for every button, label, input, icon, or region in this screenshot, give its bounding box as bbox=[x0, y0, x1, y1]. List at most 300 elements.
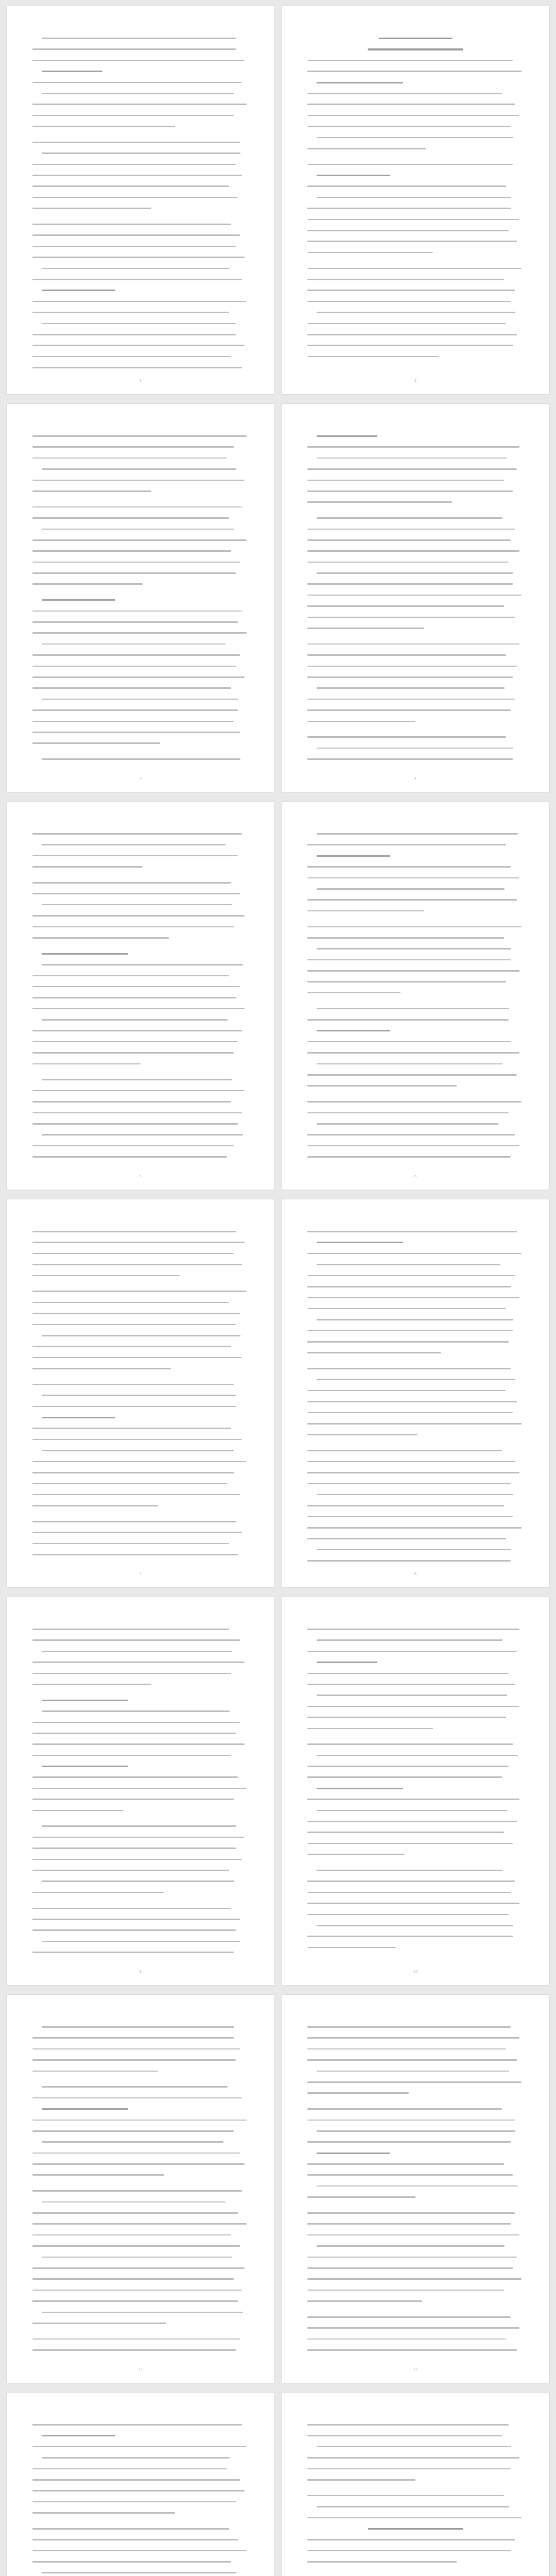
text-line bbox=[307, 2118, 524, 2123]
text-line bbox=[307, 1240, 524, 1245]
text-line bbox=[32, 2244, 249, 2248]
text-line bbox=[307, 310, 524, 315]
text-line bbox=[307, 173, 524, 178]
text-line bbox=[32, 2445, 249, 2449]
text-line bbox=[307, 1421, 524, 1426]
text-line bbox=[307, 719, 524, 724]
text-line bbox=[307, 2025, 524, 2029]
page-body bbox=[32, 1627, 249, 1959]
page-body bbox=[307, 1229, 524, 1562]
text-line bbox=[32, 1355, 249, 1360]
document-page bbox=[7, 2393, 274, 2576]
text-line bbox=[307, 865, 524, 869]
text-line bbox=[307, 434, 524, 438]
text-line bbox=[307, 1050, 524, 1055]
text-line bbox=[32, 1229, 249, 1234]
text-line bbox=[32, 1868, 249, 1873]
text-line bbox=[307, 2069, 524, 2074]
text-line bbox=[32, 2084, 249, 2089]
text-line bbox=[307, 1099, 524, 1104]
text-line bbox=[307, 2504, 524, 2509]
text-line bbox=[32, 1906, 249, 1911]
text-line bbox=[32, 299, 249, 304]
text-line bbox=[307, 854, 524, 858]
text-line bbox=[307, 321, 524, 326]
text-line bbox=[307, 1715, 524, 1720]
text-line bbox=[307, 549, 524, 553]
text-line bbox=[32, 653, 249, 657]
text-line bbox=[32, 288, 249, 293]
text-line bbox=[32, 1481, 249, 1486]
text-line bbox=[32, 1627, 249, 1632]
text-line bbox=[32, 244, 249, 249]
text-line bbox=[307, 445, 524, 449]
text-line bbox=[307, 1155, 524, 1159]
text-line bbox=[32, 1879, 249, 1884]
text-line bbox=[32, 2266, 249, 2270]
text-line bbox=[307, 2255, 524, 2260]
text-line bbox=[307, 516, 524, 520]
text-line bbox=[32, 1786, 249, 1791]
text-line bbox=[307, 184, 524, 189]
text-line bbox=[307, 1251, 524, 1256]
text-line bbox=[307, 162, 524, 167]
text-line bbox=[307, 1923, 524, 1928]
page-body bbox=[307, 36, 524, 368]
text-line bbox=[32, 2211, 249, 2215]
text-line bbox=[307, 206, 524, 211]
text-line bbox=[32, 1437, 249, 1442]
text-line bbox=[307, 36, 524, 41]
page-number: 4 bbox=[414, 776, 417, 781]
text-line bbox=[32, 2096, 249, 2100]
text-line bbox=[307, 2244, 524, 2248]
text-line bbox=[307, 1660, 524, 1665]
text-line bbox=[307, 686, 524, 690]
text-line bbox=[32, 1503, 249, 1508]
text-line bbox=[307, 746, 524, 751]
text-line bbox=[307, 2107, 524, 2111]
text-line bbox=[307, 2337, 524, 2342]
text-line bbox=[32, 1530, 249, 1535]
text-line bbox=[32, 1671, 249, 1676]
text-line bbox=[307, 1062, 524, 1066]
document-page bbox=[7, 6, 274, 394]
text-line bbox=[32, 162, 249, 167]
text-line bbox=[307, 1912, 524, 1917]
text-line bbox=[307, 1229, 524, 1234]
text-line bbox=[307, 2162, 524, 2166]
text-line bbox=[32, 2570, 249, 2575]
text-line bbox=[32, 1709, 249, 1714]
text-line bbox=[307, 615, 524, 620]
text-line bbox=[32, 2321, 249, 2326]
text-line bbox=[32, 445, 249, 449]
text-line bbox=[307, 2299, 524, 2303]
text-line bbox=[32, 1426, 249, 1431]
page-number: 2 bbox=[414, 379, 417, 383]
text-line bbox=[32, 925, 249, 929]
text-line bbox=[307, 1083, 524, 1088]
text-line bbox=[307, 1879, 524, 1884]
text-line bbox=[32, 1333, 249, 1338]
text-line bbox=[32, 365, 249, 368]
page-body bbox=[32, 2025, 249, 2357]
text-line bbox=[32, 1742, 249, 1747]
text-line bbox=[32, 582, 249, 586]
text-line bbox=[307, 2527, 524, 2531]
text-line bbox=[307, 1671, 524, 1676]
text-line bbox=[307, 527, 524, 532]
text-line bbox=[32, 1040, 249, 1044]
text-line bbox=[307, 571, 524, 575]
text-line bbox=[32, 664, 249, 669]
document-page bbox=[282, 1597, 549, 1985]
text-line bbox=[32, 1007, 249, 1011]
text-line bbox=[32, 538, 249, 543]
text-line bbox=[32, 609, 249, 614]
text-line bbox=[32, 2200, 249, 2205]
text-line bbox=[307, 1515, 524, 1519]
text-line bbox=[32, 1122, 249, 1126]
text-line bbox=[32, 2189, 249, 2193]
text-line bbox=[307, 1786, 524, 1791]
text-line bbox=[32, 1018, 249, 1022]
text-line bbox=[307, 1890, 524, 1895]
text-line bbox=[32, 675, 249, 680]
text-line bbox=[307, 1934, 524, 1939]
text-line bbox=[307, 991, 524, 995]
text-line bbox=[307, 1868, 524, 1873]
text-line bbox=[307, 2080, 524, 2084]
text-line bbox=[32, 1311, 249, 1316]
text-line bbox=[32, 1062, 249, 1066]
text-line bbox=[32, 2162, 249, 2166]
text-line bbox=[307, 1388, 524, 1393]
text-line bbox=[32, 1251, 249, 1256]
text-line bbox=[32, 222, 249, 227]
text-line bbox=[307, 500, 524, 504]
text-line bbox=[32, 2527, 249, 2531]
text-line bbox=[32, 2537, 249, 2542]
text-line bbox=[307, 1753, 524, 1758]
text-line bbox=[307, 478, 524, 483]
text-line bbox=[307, 1399, 524, 1404]
text-line bbox=[307, 958, 524, 962]
text-line bbox=[32, 1720, 249, 1725]
text-line bbox=[307, 979, 524, 984]
text-line bbox=[307, 757, 524, 761]
text-line bbox=[307, 664, 524, 669]
text-line bbox=[307, 1493, 524, 1497]
text-line bbox=[32, 1028, 249, 1033]
text-line bbox=[307, 2422, 524, 2427]
text-line bbox=[307, 2151, 524, 2156]
text-line bbox=[32, 2173, 249, 2177]
text-line bbox=[32, 140, 249, 145]
text-line bbox=[307, 1808, 524, 1813]
page-number: 9 bbox=[139, 1970, 142, 1974]
text-line bbox=[32, 2478, 249, 2482]
text-line bbox=[32, 2151, 249, 2156]
page-number: 11 bbox=[138, 2367, 143, 2371]
text-line bbox=[307, 1852, 524, 1857]
text-line bbox=[32, 233, 249, 238]
page-body bbox=[307, 2422, 524, 2576]
text-line bbox=[32, 1939, 249, 1944]
text-line bbox=[32, 854, 249, 858]
text-line bbox=[307, 946, 524, 951]
text-line bbox=[307, 1470, 524, 1475]
text-line bbox=[32, 2277, 249, 2281]
text-line bbox=[32, 527, 249, 532]
text-line bbox=[307, 2036, 524, 2040]
text-line bbox=[32, 354, 249, 359]
text-line bbox=[307, 1638, 524, 1642]
text-line bbox=[307, 897, 524, 902]
text-line bbox=[307, 1432, 524, 1437]
text-line bbox=[307, 69, 524, 74]
text-line bbox=[32, 69, 249, 74]
text-line bbox=[32, 1797, 249, 1802]
text-line bbox=[307, 1558, 524, 1562]
document-page bbox=[282, 1995, 549, 2383]
text-line bbox=[32, 865, 249, 869]
text-line bbox=[32, 321, 249, 326]
text-line bbox=[307, 195, 524, 200]
text-line bbox=[32, 1753, 249, 1758]
text-line bbox=[307, 2233, 524, 2238]
text-line bbox=[307, 2433, 524, 2438]
text-line bbox=[32, 974, 249, 978]
text-line bbox=[307, 47, 524, 52]
text-line bbox=[32, 1649, 249, 1654]
text-line bbox=[32, 1132, 249, 1137]
text-line bbox=[32, 2058, 249, 2062]
text-line bbox=[32, 2337, 249, 2342]
text-line bbox=[32, 1448, 249, 1453]
text-line bbox=[32, 1846, 249, 1851]
text-line bbox=[32, 1928, 249, 1933]
text-line bbox=[307, 653, 524, 657]
text-line bbox=[32, 1950, 249, 1955]
text-line bbox=[32, 80, 249, 85]
text-line bbox=[32, 36, 249, 41]
text-line bbox=[32, 1824, 249, 1828]
text-line bbox=[32, 1274, 249, 1278]
text-line bbox=[307, 2058, 524, 2062]
text-line bbox=[307, 538, 524, 543]
text-line bbox=[307, 2288, 524, 2293]
text-line bbox=[307, 1503, 524, 1508]
text-line bbox=[32, 642, 249, 647]
text-line bbox=[32, 2348, 249, 2352]
text-line bbox=[32, 434, 249, 438]
text-line bbox=[307, 343, 524, 348]
text-line bbox=[32, 2549, 249, 2553]
text-line bbox=[307, 1350, 524, 1355]
page-number: 5 bbox=[139, 1174, 142, 1178]
text-line bbox=[32, 1764, 249, 1769]
text-line bbox=[307, 2516, 524, 2520]
document-page bbox=[7, 1199, 274, 1587]
text-line bbox=[32, 1089, 249, 1093]
text-line bbox=[32, 2118, 249, 2123]
text-line bbox=[32, 1240, 249, 1245]
text-line bbox=[32, 952, 249, 956]
text-line bbox=[307, 2266, 524, 2270]
text-line bbox=[32, 2047, 249, 2052]
text-line bbox=[307, 969, 524, 973]
text-line bbox=[307, 1295, 524, 1300]
text-line bbox=[32, 343, 249, 348]
text-line bbox=[307, 2184, 524, 2189]
text-line bbox=[307, 1548, 524, 1552]
text-line bbox=[307, 1460, 524, 1464]
text-line bbox=[32, 1835, 249, 1840]
text-line bbox=[307, 642, 524, 647]
text-line bbox=[307, 1073, 524, 1077]
text-line bbox=[32, 2036, 249, 2040]
text-line bbox=[32, 1099, 249, 1104]
text-line bbox=[32, 1541, 249, 1546]
text-line bbox=[32, 1682, 249, 1687]
text-line bbox=[32, 2129, 249, 2133]
text-line bbox=[32, 124, 249, 129]
text-line bbox=[32, 2233, 249, 2238]
text-line bbox=[307, 1132, 524, 1137]
text-line bbox=[307, 1841, 524, 1846]
text-line bbox=[32, 58, 249, 63]
text-line bbox=[32, 1660, 249, 1665]
text-line bbox=[307, 832, 524, 836]
text-line bbox=[32, 1111, 249, 1115]
text-line bbox=[307, 1144, 524, 1148]
text-line bbox=[32, 478, 249, 483]
text-line bbox=[32, 1775, 249, 1780]
text-line bbox=[307, 2195, 524, 2199]
page-number: 12 bbox=[413, 2367, 418, 2371]
text-line bbox=[32, 757, 249, 761]
text-line bbox=[307, 1329, 524, 1333]
text-line bbox=[307, 2537, 524, 2542]
text-line bbox=[307, 266, 524, 271]
text-line bbox=[32, 2107, 249, 2111]
text-line bbox=[307, 80, 524, 85]
text-line bbox=[32, 2422, 249, 2427]
text-line bbox=[307, 1111, 524, 1115]
page-body bbox=[32, 434, 249, 766]
text-line bbox=[32, 549, 249, 553]
text-line bbox=[307, 1262, 524, 1267]
text-line bbox=[307, 1317, 524, 1322]
text-line bbox=[307, 250, 524, 255]
page-number: 1 bbox=[139, 379, 142, 383]
text-line bbox=[32, 708, 249, 713]
text-line bbox=[32, 730, 249, 735]
text-line bbox=[32, 2560, 249, 2564]
text-line bbox=[307, 1775, 524, 1780]
text-line bbox=[32, 631, 249, 635]
text-line bbox=[32, 1857, 249, 1862]
text-line bbox=[32, 2433, 249, 2438]
page-body bbox=[307, 1627, 524, 1959]
text-line bbox=[307, 91, 524, 96]
page-body bbox=[32, 36, 249, 368]
text-line bbox=[32, 1144, 249, 1148]
text-line bbox=[307, 1704, 524, 1709]
text-line bbox=[32, 332, 249, 337]
text-line bbox=[32, 2511, 249, 2515]
text-line bbox=[307, 876, 524, 880]
document-page bbox=[7, 802, 274, 1190]
text-line bbox=[32, 913, 249, 918]
text-line bbox=[32, 2140, 249, 2144]
text-line bbox=[32, 880, 249, 885]
text-line bbox=[32, 2488, 249, 2493]
text-line bbox=[32, 1470, 249, 1475]
text-line bbox=[32, 206, 249, 211]
text-line bbox=[32, 1917, 249, 1922]
text-line bbox=[307, 593, 524, 598]
text-line bbox=[32, 1050, 249, 1055]
text-line bbox=[307, 2549, 524, 2553]
text-line bbox=[307, 735, 524, 739]
page-body bbox=[32, 2422, 249, 2576]
text-line bbox=[307, 2560, 524, 2564]
page-number: 8 bbox=[414, 1572, 417, 1576]
text-line bbox=[32, 1300, 249, 1305]
text-line bbox=[32, 571, 249, 575]
text-line bbox=[307, 2047, 524, 2052]
text-line bbox=[32, 2310, 249, 2315]
text-line bbox=[307, 1797, 524, 1802]
text-line bbox=[307, 135, 524, 140]
text-line bbox=[307, 2173, 524, 2177]
text-line bbox=[32, 2288, 249, 2293]
page-body bbox=[307, 2025, 524, 2357]
text-line bbox=[307, 288, 524, 293]
text-line bbox=[307, 1377, 524, 1382]
text-line bbox=[307, 604, 524, 608]
text-line bbox=[32, 598, 249, 602]
text-line bbox=[32, 184, 249, 189]
text-line bbox=[32, 903, 249, 907]
document-page bbox=[282, 404, 549, 792]
text-line bbox=[307, 1901, 524, 1906]
text-line bbox=[32, 1415, 249, 1420]
document-page bbox=[282, 2393, 549, 2576]
text-line bbox=[32, 719, 249, 724]
text-line bbox=[32, 1393, 249, 1398]
text-line bbox=[307, 1627, 524, 1632]
text-line bbox=[32, 151, 249, 156]
text-line bbox=[307, 936, 524, 940]
text-line bbox=[307, 489, 524, 494]
text-line bbox=[32, 2467, 249, 2471]
text-line bbox=[32, 1077, 249, 1082]
text-line bbox=[307, 1526, 524, 1530]
text-line bbox=[32, 842, 249, 847]
text-line bbox=[307, 1366, 524, 1371]
text-line bbox=[307, 887, 524, 891]
page-number: 3 bbox=[139, 776, 142, 781]
text-line bbox=[32, 516, 249, 520]
text-line bbox=[307, 2222, 524, 2226]
text-line bbox=[32, 489, 249, 494]
page-body bbox=[307, 434, 524, 766]
text-line bbox=[32, 173, 249, 178]
